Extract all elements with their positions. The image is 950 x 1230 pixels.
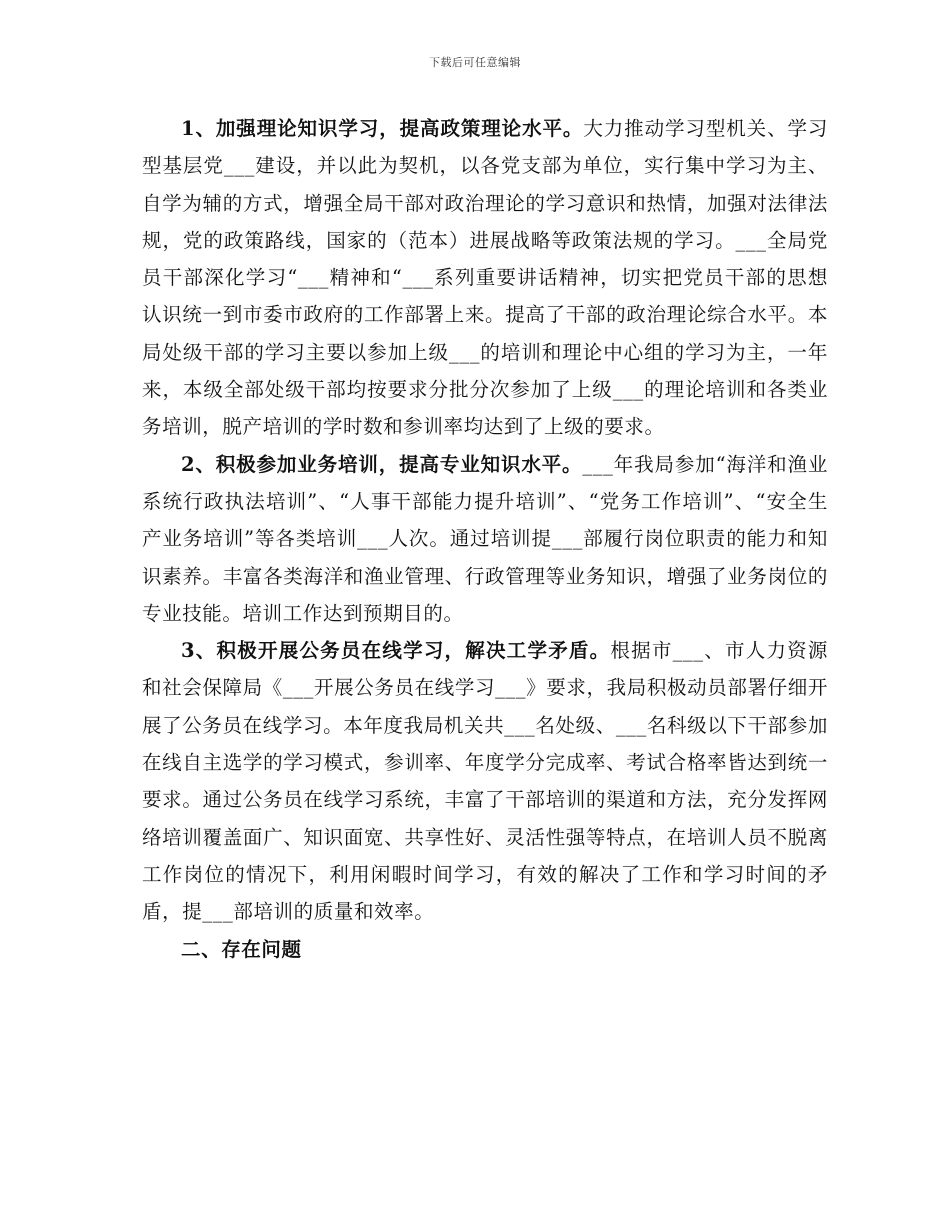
section-heading-problems: 二、存在问题 bbox=[181, 937, 302, 961]
paragraph-lead: 3、积极开展公务员在线学习，解决工学矛盾。 bbox=[181, 639, 611, 663]
paragraph-text: ___年我局参加“海洋和渔业系统行政执法培训”、“人事干部能力提升培训”、“党务工作培训”、“安全生产业务培训”等各类培训___人次。通过培训提___部履行岗位职责的能力和知识素养。丰富各类海洋和渔业管理、行政管理等业务知识，增强了业务岗位的专业技能。培训工作达到预期目的。 bbox=[142, 452, 828, 625]
paragraph-business-training bbox=[142, 446, 828, 632]
paragraph-theory-study bbox=[142, 110, 828, 446]
page-header-note: 下载后可任意编辑 bbox=[429, 56, 521, 69]
document-body bbox=[142, 110, 828, 968]
paragraph-lead: 2、积极参加业务培训，提高专业知识水平。 bbox=[181, 452, 583, 476]
paragraph-text: 根据市___、市人力资源和社会保障局《___开展公务员在线学习___》要求，我局积极动员部署仔细开展了公务员在线学习。本年度我局机关共___名处级、___名科级以下干部参加在线自主选学的学习模式，参训率、年度学分完成率、考试合格率皆达到统一要求。通过公务员在线学习系统，丰富了干部培训的渠道和方法，充分发挥网络培训覆盖面广、知识面宽、共享性好、灵活性强等特点，在培训人员不脱离工作岗位的情况下，利用闲暇时间学习，有效的解决了工作和学习时间的矛盾，提___部培训的质量和效率。 bbox=[142, 639, 829, 924]
paragraph-text: 大力推动学习型机关、学习型基层党___建设，并以此为契机，以各党支部为单位，实行集中学习为主、自学为辅的方式，增强全局干部对政治理论的学习意识和热情，加强对法律法规，党的政策路线，国家的（范本）进展战略等政策法规的学习。___全局党员干部深化学习“___精神和“___系列重要讲话精神，切实把党员干部的思想认识统一到市委市政府的工作部署上来。提高了干部的政治理论综合水平。本局处级干部的学习主要以参加上级___的培训和理论中心组的学习为主，一年来，本级全部处级干部均按要求分批分次参加了上级___的理论培训和各类业务培训，脱产培训的学时数和参训率均达到了上级的要求。 bbox=[142, 117, 828, 439]
paragraph-online-learning bbox=[142, 632, 828, 930]
paragraph-lead: 1、加强理论知识学习，提高政策理论水平。 bbox=[181, 117, 584, 140]
